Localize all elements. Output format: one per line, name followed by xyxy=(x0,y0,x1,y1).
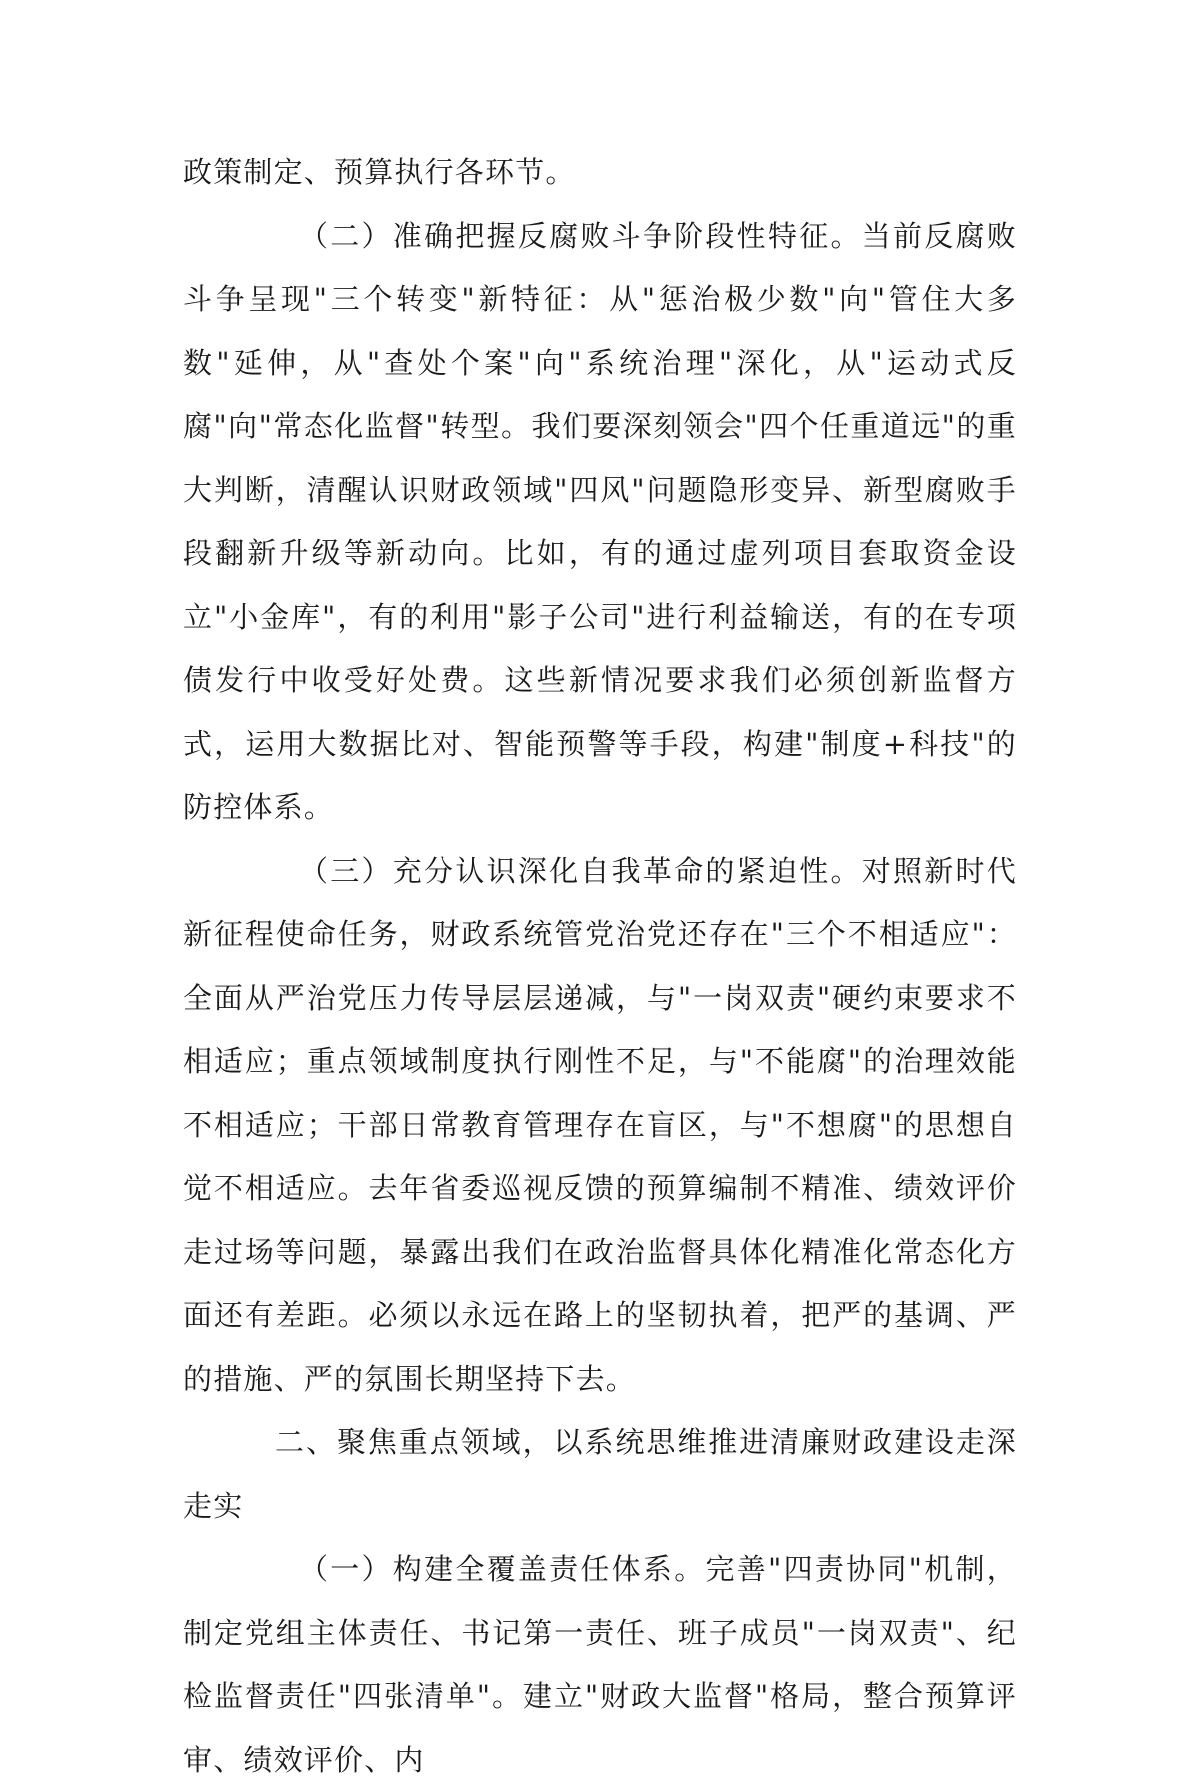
paragraph-section-3: （三）充分认识深化自我革命的紧迫性。对照新时代新征程使命任务，财政系统管党治党还存在"三个不相适应"：全面从严治党压力传导层层递减，与"一岗双责"硬约束要求不相适应；重点领域制度执行刚性不足，与"不能腐"的治理效能不相适应；干部日常教育管理存在盲区，与"不想腐"的思想自觉不相适应。去年省委巡视反馈的预算编制不精准、绩效评价走过场等问题，暴露出我们在政治监督具体化精准化常态化方面还有差距。必须以永远在路上的坚韧执着，把严的基调、严的措施、严的氛围长期坚持下去。 xyxy=(183,853,1017,1396)
paragraph-subsection-1: （一）构建全覆盖责任体系。完善"四责协同"机制，制定党组主体责任、书记第一责任、班子成员"一岗双责"、纪检监督责任"四张清单"。建立"财政大监督"格局，整合预算评审、绩效评价、内 xyxy=(183,1552,1017,1777)
paragraph-section-2: （二）准确把握反腐败斗争阶段性特征。当前反腐败斗争呈现"三个转变"新特征：从"惩治极少数"向"管住大多数"延伸，从"查处个案"向"系统治理"深化，从"运动式反腐"向"常态化监督"转型。我们要深刻领会"四个任重道远"的重大判断，清醒认识财政领域"四风"问题隐形变异、新型腐败手段翻新升级等新动向。比如，有的通过虚列项目套取资金设立"小金库"，有的利用"影子公司"进行利益输送，有的在专项债发行中收受好处费。这些新情况要求我们必须创新监督方式，运用大数据比对、智能预警等手段，构建"制度+科技"的防控体系。 xyxy=(183,218,1017,824)
document-body xyxy=(183,141,1017,1792)
section-heading: 二、聚焦重点领域，以系统思维推进清廉财政建设走深走实 xyxy=(183,1425,1017,1523)
paragraph-continuation: 政策制定、预算执行各环节。 xyxy=(183,155,576,189)
